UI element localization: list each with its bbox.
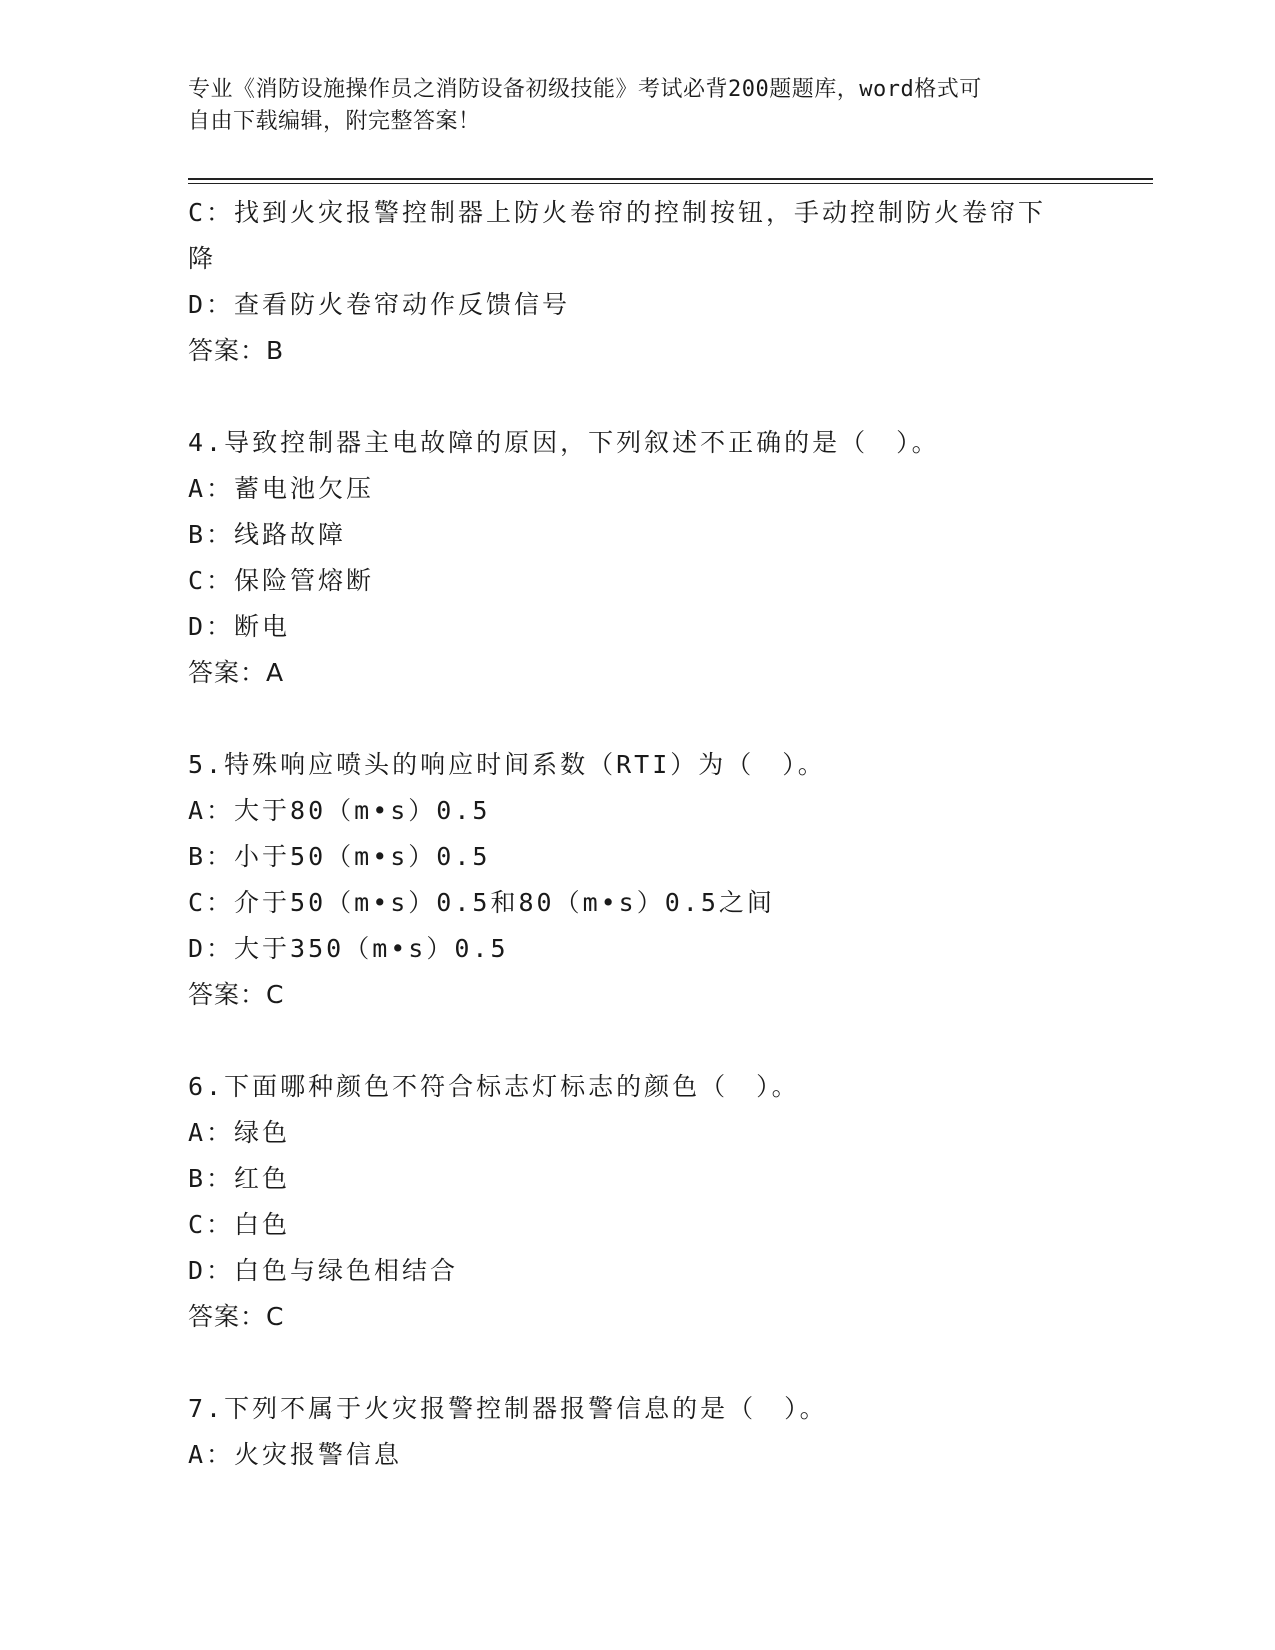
q3-option-c-line-2: 降	[188, 244, 217, 273]
header-title-line-1: 专业《消防设施操作员之消防设备初级技能》考试必背200题题库，word格式可	[188, 77, 982, 102]
q3-answer: 答案：B	[188, 336, 285, 365]
document-header	[188, 74, 1088, 138]
q5-option-c: C：介于50（m•s）0.5和80（m•s）0.5之间	[188, 888, 775, 917]
q5-answer: 答案：C	[188, 980, 285, 1009]
q4-question-text: 4.导致控制器主电故障的原因，下列叙述不正确的是（ ）。	[188, 428, 940, 457]
q6-option-b: B：红色	[188, 1164, 291, 1193]
header-title-line-2: 自由下载编辑，附完整答案！	[188, 109, 481, 134]
q7-option-a: A：火灾报警信息	[188, 1440, 403, 1469]
spacer	[188, 1340, 1108, 1386]
q6-question-text: 6.下面哪种颜色不符合标志灯标志的颜色（ ）。	[188, 1072, 800, 1101]
q4-option-a: A：蓄电池欠压	[188, 474, 375, 503]
q6-option-d: D：白色与绿色相结合	[188, 1256, 459, 1285]
spacer	[188, 374, 1108, 420]
spacer	[188, 696, 1108, 742]
q6-answer: 答案：C	[188, 1302, 285, 1331]
q4-answer: 答案：A	[188, 658, 285, 687]
q6-option-a: A：绿色	[188, 1118, 291, 1147]
q6-option-c: C：白色	[188, 1210, 291, 1239]
question-list	[188, 190, 1108, 1478]
q5-option-b: B：小于50（m•s）0.5	[188, 842, 491, 871]
question-3-fragment	[188, 190, 1108, 374]
q5-question-text: 5.特殊响应喷头的响应时间系数（RTI）为（ ）。	[188, 750, 826, 779]
question-5	[188, 742, 1108, 1018]
header-divider-thin	[188, 183, 1153, 184]
q4-option-c: C：保险管熔断	[188, 566, 375, 595]
q4-option-b: B：线路故障	[188, 520, 347, 549]
question-7	[188, 1386, 1108, 1478]
question-4	[188, 420, 1108, 696]
q4-option-d: D：断电	[188, 612, 291, 641]
q3-option-d: D：查看防火卷帘动作反馈信号	[188, 290, 571, 319]
q7-question-text: 7.下列不属于火灾报警控制器报警信息的是（ ）。	[188, 1394, 828, 1423]
q3-option-c-line-1: C：找到火灾报警控制器上防火卷帘的控制按钮，手动控制防火卷帘下	[188, 198, 1047, 227]
spacer	[188, 1018, 1108, 1064]
question-6	[188, 1064, 1108, 1340]
q5-option-d: D：大于350（m•s）0.5	[188, 934, 509, 963]
header-divider-thick	[188, 178, 1153, 180]
q5-option-a: A：大于80（m•s）0.5	[188, 796, 491, 825]
